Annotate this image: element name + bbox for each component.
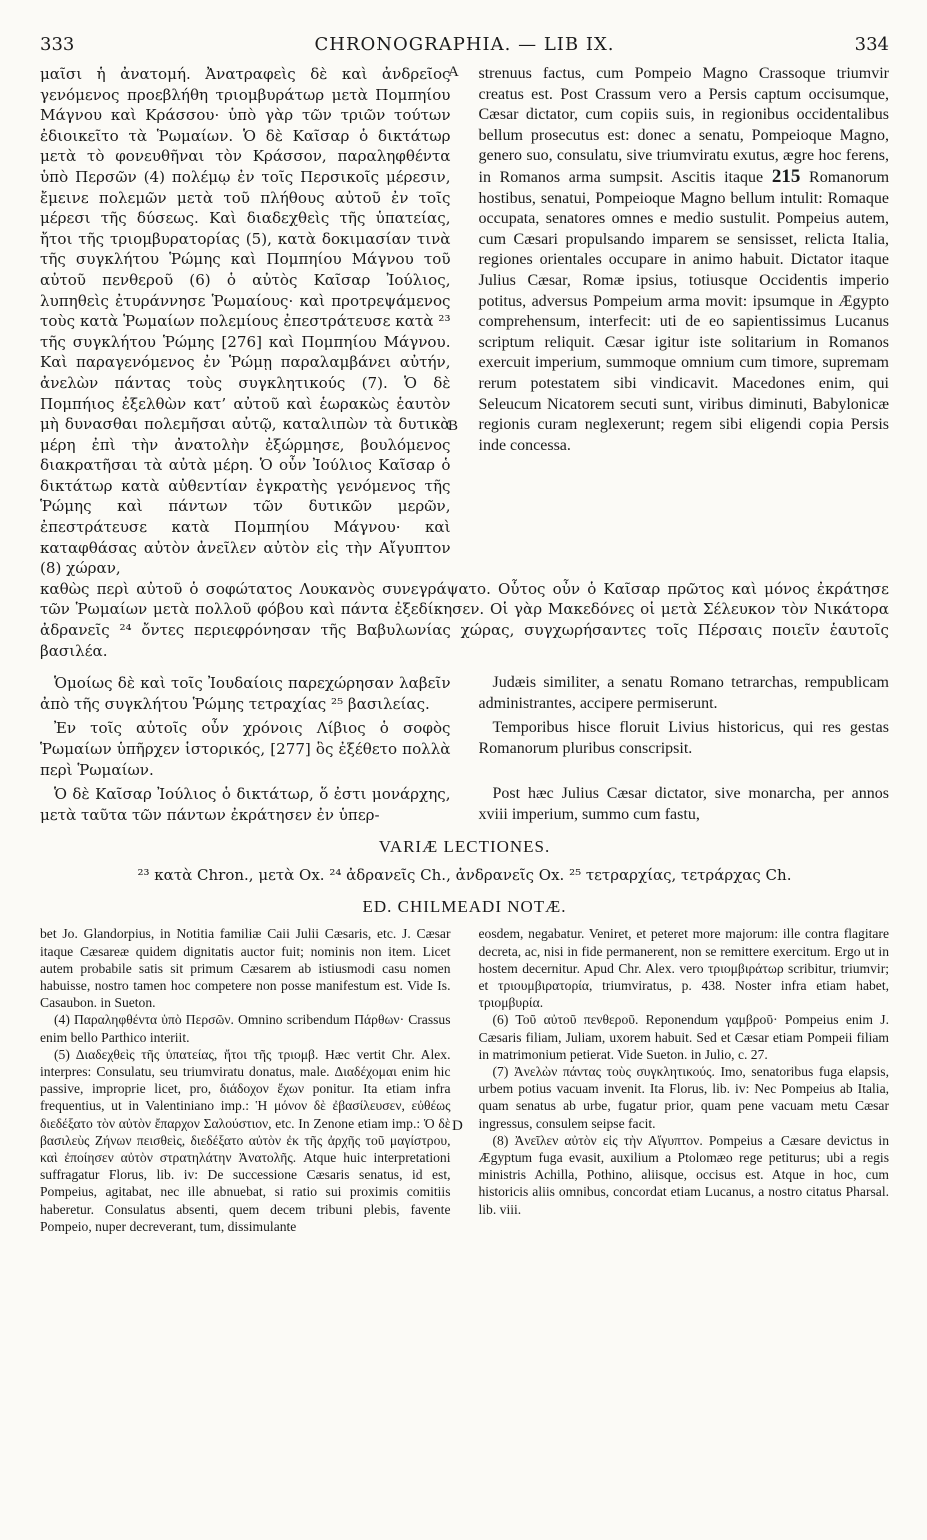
- margin-marker-a: A: [448, 64, 459, 80]
- running-title: CHRONOGRAPHIA. — LIB IX.: [314, 34, 615, 55]
- note-paragraph: (6) Τοῦ αὐτοῦ πενθεροῦ. Reponendum γαμβροῦ· Pompeius enim J. Cæsaris filiam, Juliam, uxorem habuit. Sed et Cæsar etiam Pompeii filiam in matrimonium petierat. Vide Sueton. in Julio, c. 27.: [478, 1012, 889, 1062]
- parallel-pair-1: [40, 673, 889, 714]
- variae-heading: VARIÆ LECTIONES.: [378, 837, 551, 857]
- page-number-right: 334: [854, 34, 889, 55]
- main-text-columns: [40, 64, 889, 579]
- page-number-left: 333: [40, 34, 75, 55]
- greek-column: [40, 64, 451, 579]
- latin-paragraph: strenuus factus, cum Pompeio Magno Crassoque triumvir creatus est. Post Crassum vero a Persis captum occisumque, Cæsar dictator, cum copiis suis, in regionibus occidentalibus bellum prosecutus est: donec a senatu, Pompeioque Magno, genero suo, consulatu, sive triumviratu exutus, ægre hoc ferens, in Romanos arma sumpsit. Ascitis itaque 215 Romanorum hostibus, senatui, Pompeioque Magno bellum intulit: Romaque occupata, senatores omnes e medio sustulit. Pompeius autem, cum Cæsari propulsando imparem se sensisset, relicta Italia, regiones orientales occupare in animo habuit. Dictator itaque Julius Cæsar, Romæ ipsius, totiusque Occidentis imperio potitus, adversus Pompeium arma movit: ipsumque in Ægypto comprehensum, interfecit: uti de eo sapientissimus Lucanus scriptum reliquit. Cæsar igitur iste solitarium in Romanos exercuit imperium, summoque omnium cum timore, supremam rerum potestatem sibi vindicavit. Macedones enim, qui Seleucum Nicatorem secuti sunt, viribus diminuti, Babylonicæ regionis curam neglexerunt; regem sibi eligendi copia Persis inde concessa.: [478, 65, 890, 454]
- note-paragraph: bet Jo. Glandorpius, in Notitia familiæ Caii Julii Cæsaris, etc. J. Cæsar itaque Cæsareæ quidem dignitatis auctor fuit; nominis non item. Licet autem probabile satis sit primum Cæsarem ab istiusmodi casu nomen habuisse, nostro tamen hoc competere non posse manifestum est. Vide Is. Casaubon. in Sueton.: [40, 926, 451, 1011]
- note-paragraph: (8) Ἀνεῖλεν αὐτὸν εἰς τὴν Αἴγυπτον. Pompeius a Cæsare devictus in Ægyptum fuga evasit, auxilium a Ptolomæo rege petiturus; ubi a regis ministris Achilla, Pothino, aliisque, occisus est. Atque in hoc, cum historicis aliis omnibus, concordat etiam Lucanus, a nostro citatus Pharsal. lib. viii.: [478, 1132, 889, 1217]
- latin-pair-text: Judæis similiter, a senatu Romano tetrarchas, rempublicam administrantes, accipere permiserunt.: [478, 674, 889, 712]
- greek-paragraph: μαῖσι ἡ ἀνατομή. Ἀνατραφεὶς δὲ καὶ ἀνδρεῖος γενόμενος προεβλήθη τριομβυράτωρ μετὰ Πομπηίου Μάγνου καὶ Κράσσου· ὑπὸ γὰρ τῶν τριῶν τούτων ἐδιοικεῖτο τὰ Ῥωμαίων. Ὁ δὲ Καῖσαρ ὁ δικτάτωρ μετὰ τὸ φονευθῆναι τὸν Κράσσον, παραληφθέντα ὑπὸ Περσῶν (4) πολέμῳ ἐν τοῖς Περσικοῖς μέρεσιν, ἔμεινε πολεμῶν μετὰ τοῦ πλήθους αὐτοῦ ἐν τοῖς μέρεσι τῆς δύσεως. Καὶ διαδεχθεὶς τῆς ὑπατείας, ἤτοι τῆς τριομβυρατορίας (5), κατὰ δοκιμασίαν τινὰ τῆς συγκλήτου Ῥώμης καὶ Πομπηίου Μάγνου τοῦ αὐτοῦ πενθεροῦ (6) ὁ αὐτὸς Καῖσαρ Ἰούλιος, λυπηθεὶς ἐτυράννησε Ῥωμαίους· καὶ προτρεψάμενος τοὺς κατὰ Ῥωμαίων πολεμίους ἐπεστράτευσε κατὰ ²³ τῆς συγκλήτου Ῥώμης [276] καὶ Πομπηίου Μάγνου. Καὶ παραγενόμενος ἐν Ῥώμῃ παραλαμβάνει αὐτήν, ἀνελὼν πάντας τοὺς συγκλητικούς (7). Ὁ δὲ Πομπήιος ἐξελθὼν κατ’ αὐτοῦ καὶ ἑωρακὼς ἑαυτὸν μὴ δυνασθαι πολεμῆσαι αὐτῷ, καταλιπὼν τὰ δυτικὰ μέρη ἐπὶ τὴν ἀνατολὴν ἐξώρμησε, βουλόμενος διακρατῆσαι τὰ αὐτὰ μέρη. Ὁ οὖν Ἰούλιος Καῖσαρ ὁ δικτάτωρ κατὰ αὐθεντίαν ἐγκρατὴς γενόμενος τῆς Ῥώμης καὶ πάντων τῶν δυτικῶν μερῶν, ἐπεστράτευσε κατὰ Πομπηίου Μάγνου· καὶ καταφθάσας αὐτὸν ἀνεῖλεν αὐτὸν εἰς τὴν Αἴγυπτον (8) χώραν,: [40, 65, 451, 578]
- greek-pair-text: Ἐν τοῖς αὐτοῖς οὖν χρόνοις Λίβιος ὁ σοφὸς Ῥωμαίων ὑπῆρχεν ἱστορικός, [277] ὃς ἐξέθετο πολλὰ περὶ Ῥωμαίων.: [40, 719, 451, 779]
- note-paragraph: eosdem, negabatur. Veniret, et peteret more majorum: ille contra flagitare decreta, ac, nisi in fide permanerent, non se remittere exercitum. Ergo ut in hostem decernitur. Apud Chr. Alex. vero τριομβιράτωρ scribitur, triumvir; et τριουμβιρατορία, triumviratus, p. 438. Noster infra etiam habet, τριομβυρία.: [478, 926, 889, 1011]
- note-paragraph: (4) Παραληφθέντα ὑπὸ Περσῶν. Omnino scribendum Πάρθων· Crassus enim bello Parthico interiit.: [40, 1012, 451, 1045]
- greek-pair-text: Ὁμοίως δὲ καὶ τοῖς Ἰουδαίοις παρεχώρησαν λαβεῖν ἀπὸ τῆς συγκλήτου Ῥώμης τετραχίας ²⁵ βασιλείας.: [40, 674, 451, 713]
- variae-text: ²³ κατὰ Chron., μετὰ Ox. ²⁴ ἀδρανεῖς Ch., ἀνδρανεῖς Ox. ²⁵ τετραρχίας, τετράρχας Ch.: [137, 866, 792, 885]
- parallel-pair-3: [40, 784, 889, 825]
- notae-heading: ED. CHILMEADI NOTÆ.: [362, 897, 567, 917]
- notes-columns: [40, 925, 889, 1235]
- running-header: [40, 34, 889, 60]
- parallel-pair-2: [40, 718, 889, 780]
- notes-left-column: [40, 925, 451, 1235]
- note-paragraph: (5) Διαδεχθεὶς τῆς ὑπατείας, ἤτοι τῆς τριομβ. Hæc vertit Chr. Alex. interpres: Consulatu, seu triumviratu donatus, male. Διαδέχομαι enim hic passive, improprie licet, pro, διάδοχον ἔχων ponitur. Ita etiam infra frequentius, ut in Valentiniano imp.: Ἡ μόνον δὲ ἐβασίλευσεν, εὐθέως διεδέξατο τὸν αὐτὸν ἔπαρχον Σαλούστιον, etc. In Zenone etiam imp.: Ὁ δὲ βασιλεὺς Ζήνων πεισθεὶς, διεδέξατο αὐτὸν ἐκ τῆς ἀρχῆς τοῦ μαγίστρου, καὶ ἐποίησεν αὐτὸν στρατηλάτην Ἀνατολῆς. Atque huic interpretationi suffragatur Florus, lib. iv: De successione Cæsaris senatus, id est, Pompeius, agitabat, nec ille abnuebat, si ratio sui proximis comitiis haberetur. Consulatus absenti, quem decem tribuni plebis, favente Pompeio, nuper decreverant, tum, dissimulante: [40, 1046, 451, 1234]
- margin-marker-d: D: [452, 1118, 463, 1134]
- marginal-number: 215: [771, 165, 801, 187]
- note-paragraph: (7) Ἀνελὼν πάντας τοὺς συγκλητικούς. Imo, senatoribus fuga elapsis, urbem potius vacuam invenit. Ita Florus, lib. iv: Nec Pompeius ab Italia, quam senatus ab urbe, fugatur prior, quam pene vacuam metu Cæsar ingressus, consulem seipse facit.: [478, 1064, 889, 1131]
- latin-pair-text: Temporibus hisce floruit Livius historicus, qui res gestas Romanorum pluribus conscripsit.: [478, 719, 889, 757]
- greek-full-width-text: καθὼς περὶ αὐτοῦ ὁ σοφώτατος Λουκανὸς συνεγράψατο. Οὗτος οὖν ὁ Καῖσαρ πρῶτος καὶ μόνος ἐκράτησε τῶν Ῥωμαίων μετὰ πολλοῦ φόβου καὶ πάντα ἐξεδίκησεν. Οἱ γὰρ Μακεδόνες οἱ μετὰ Σέλευκον τὸν Νικάτορα ἀδρανεῖς ²⁴ ὄντες περιεφρόνησαν τῆς Βαβυλωνίας χώρας, συγχωρήσαντες τοῖς Πέρσαις ποιεῖν ἑαυτοῖς βασιλέα.: [40, 579, 889, 660]
- margin-marker-b: B: [448, 418, 459, 434]
- latin-column: [479, 64, 890, 579]
- greek-pair-text: Ὁ δὲ Καῖσαρ Ἰούλιος ὁ δικτάτωρ, ὅ ἐστι μονάρχης, μετὰ ταῦτα τῶν πάντων ἐκράτησεν ἐν ὑπερ-: [40, 785, 451, 824]
- notes-right-column: [479, 925, 890, 1235]
- latin-pair-text: Post hæc Julius Cæsar dictator, sive monarcha, per annos xviii imperium, summo cum fastu,: [478, 785, 889, 823]
